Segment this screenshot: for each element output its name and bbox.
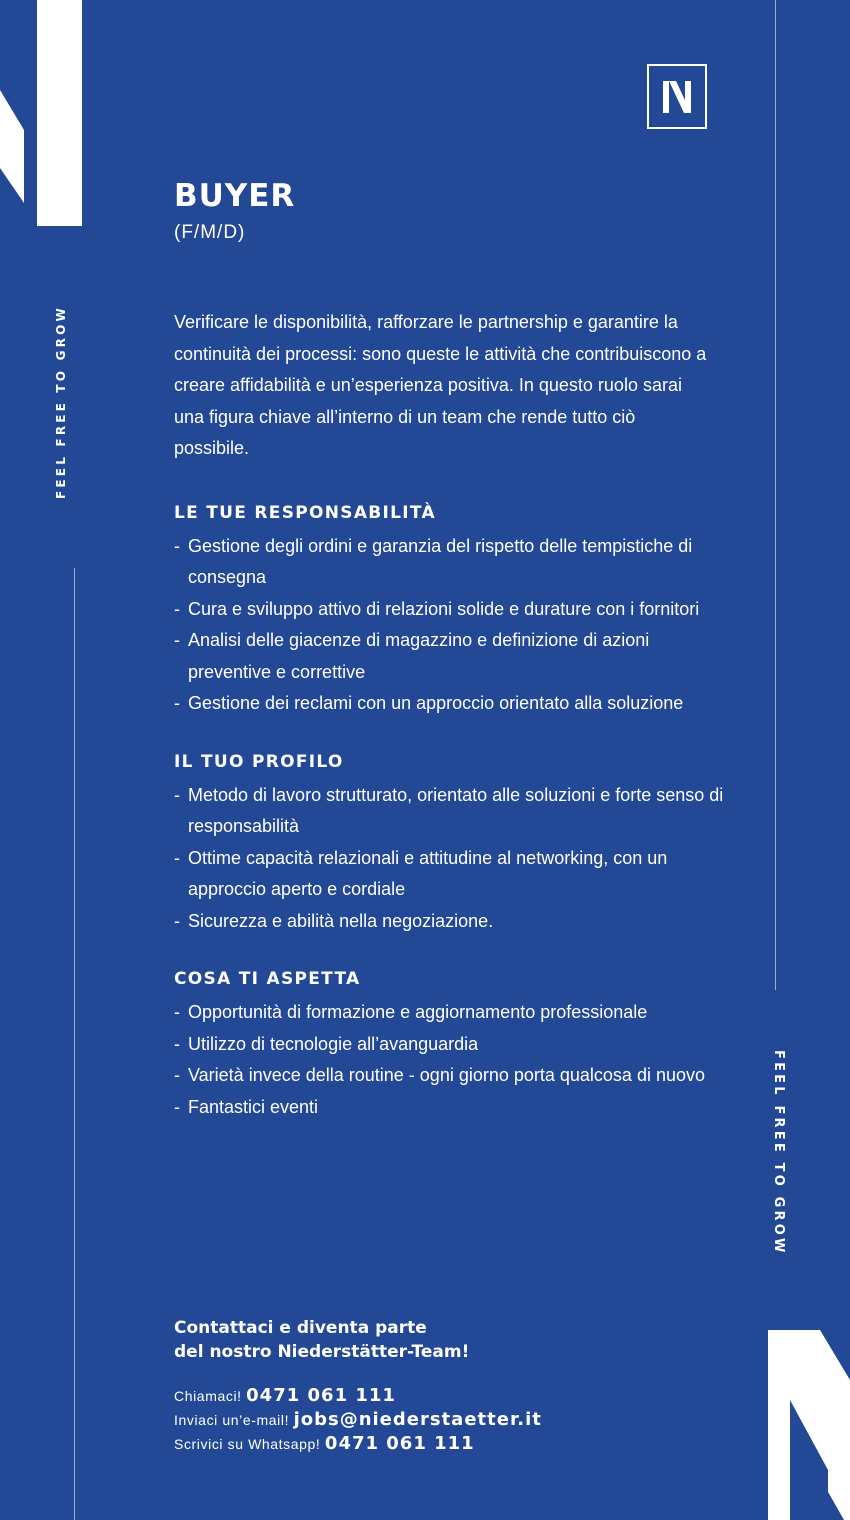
divider-line-left [74,568,75,1520]
list-item: - Analisi delle giacenze di magazzino e definizione di azioni preventive e correttive [174,625,724,688]
contact-lines [174,1384,734,1456]
list-item: - Gestione degli ordini e garanzia del rispetto delle tempistiche di consegna [174,531,724,594]
contact-block [174,1316,734,1456]
list-item: - Utilizzo di tecnologie all’avanguardia [174,1029,724,1061]
company-logo [647,64,707,129]
list-item: - Opportunità di formazione e aggiornamento professionale [174,997,724,1029]
whatsapp-link[interactable]: 0471 061 111 [324,1433,475,1454]
phone-link[interactable]: 0471 061 111 [246,1385,396,1406]
responsibilities-list [174,531,734,720]
list-item: - Ottime capacità relazionali e attitudine al networking, con un approccio aperto e cordiale [174,843,724,906]
tagline-vertical-left: FEEL FREE TO GROW [54,305,68,499]
list-item: - Metodo di lavoro strutturato, orientato alle soluzioni e forte senso di responsabilità [174,780,724,843]
section-profile [174,750,734,938]
email-link[interactable]: jobs@niederstaetter.it [293,1409,542,1430]
divider-line-right [775,0,776,990]
section-title: COSA TI ASPETTA [174,969,361,989]
job-title: BUYER [174,178,296,214]
list-item: - Gestione dei reclami con un approccio orientato alla soluzione [174,688,724,720]
list-item: - Sicurezza e abilità nella negoziazione. [174,906,724,938]
contact-whatsapp-line [174,1432,734,1456]
tagline-vertical-right: FEEL FREE TO GROW [771,1050,786,1256]
whatsapp-label: Scrivici su Whatsapp! [174,1436,321,1452]
decorative-stripe-top-left [0,0,82,226]
section-title: IL TUO PROFILO [174,751,344,772]
contact-title-line-2: del nostro Niederstätter-Team! [174,1342,470,1362]
contact-phone-line [174,1384,734,1408]
list-item: - Cura e sviluppo attivo di relazioni solide e durature con i fornitori [174,594,724,626]
list-item: - Varietà invece della routine - ogni giorno porta qualcosa di nuovo [174,1060,724,1092]
niederstaetter-n-logo-icon [663,81,691,113]
contact-title-line-1: Contattaci e diventa parte [174,1318,427,1338]
job-content [174,176,734,1123]
email-label: Inviaci un’e-mail! [174,1412,290,1428]
profile-list [174,780,734,938]
decorative-stripe-bottom-right [768,1330,850,1520]
list-item: - Fantastici eventi [174,1092,724,1124]
contact-email-line [174,1408,734,1432]
section-title: LE TUE RESPONSABILITÀ [174,502,436,523]
section-responsibilities [174,501,734,720]
job-gender-note: (F/M/D) [174,222,246,243]
job-intro: Verificare le disponibilità, rafforzare le partnership e garantire la continuità dei processi: sono queste le attività che contribuiscono a creare affidabilità e un’esperienza positiva. In questo ruolo sarai una figura chiave all’interno di un team che rende tutto ciò possibile. [174,312,707,458]
phone-label: Chiamaci! [174,1388,242,1404]
benefits-list [174,997,734,1123]
contact-title [174,1316,734,1364]
section-benefits [174,967,734,1123]
